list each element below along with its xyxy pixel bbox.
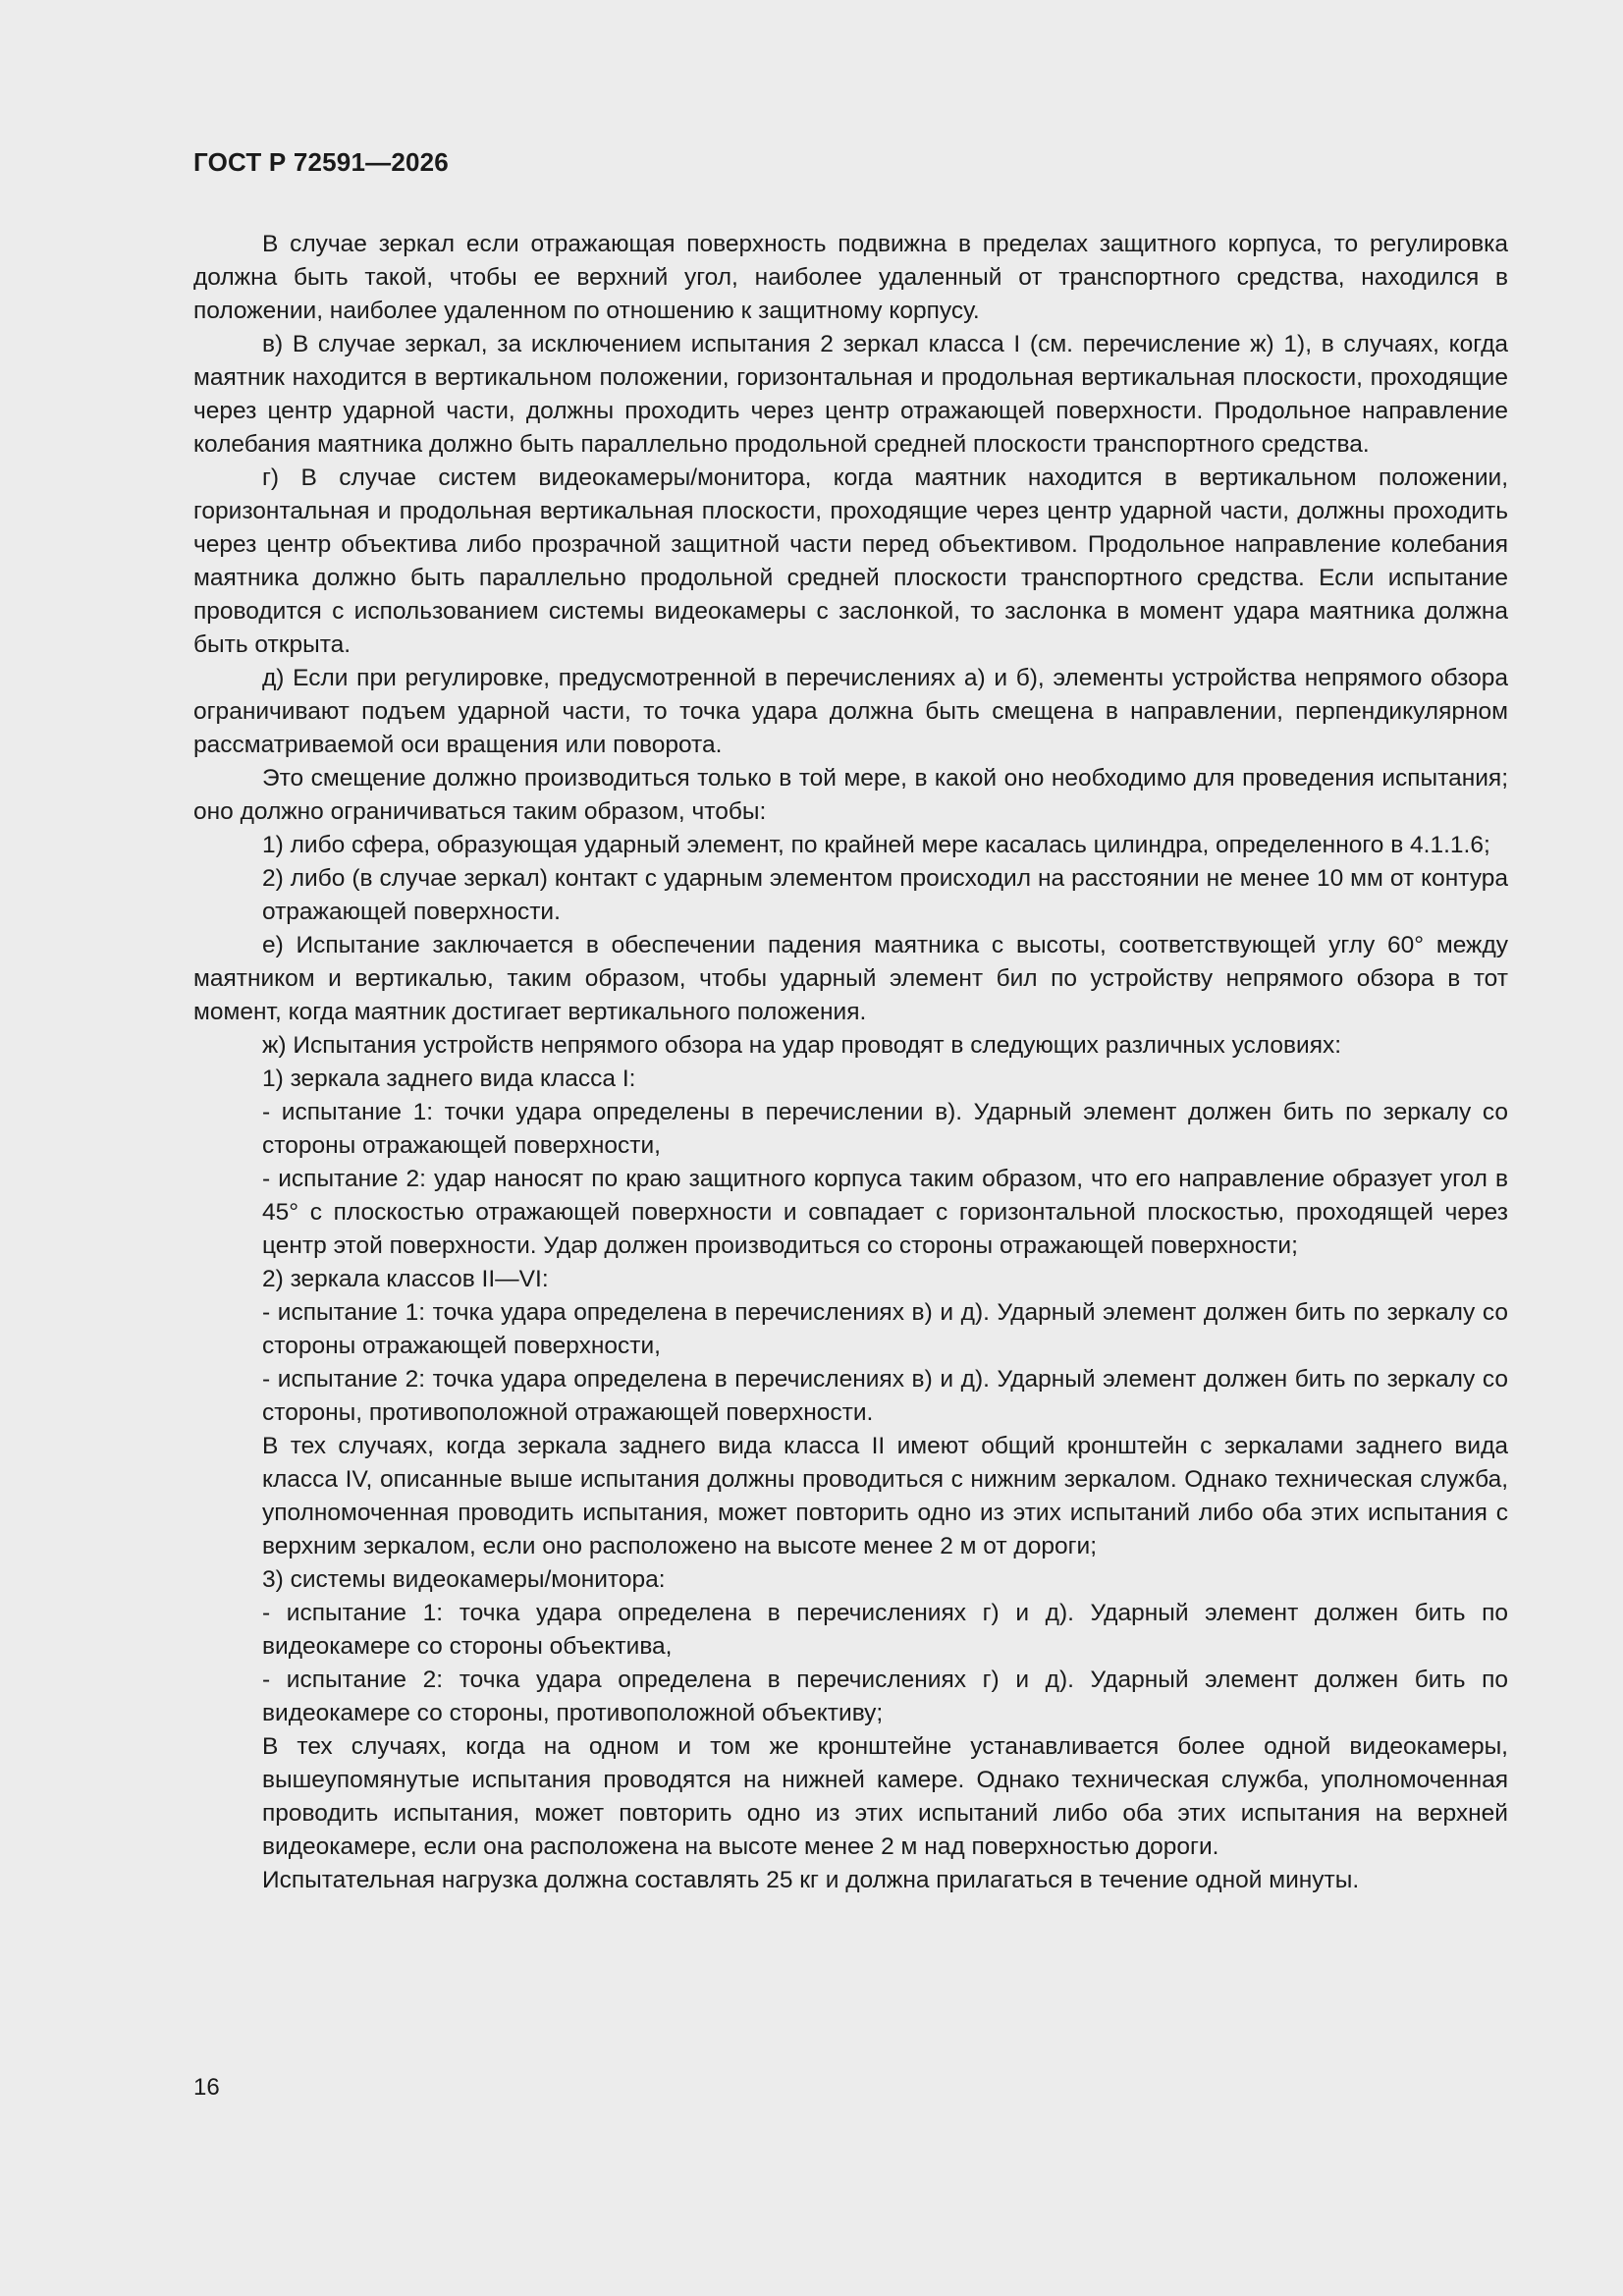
document-body xyxy=(193,228,1508,1897)
list-item: 1) зеркала заднего вида класса I: xyxy=(262,1066,636,1092)
document-header: ГОСТ Р 72591—2026 xyxy=(193,147,449,177)
paragraph: Испытательная нагрузка должна составлять 25 кг и должна прилагаться в течение одной минуты. xyxy=(262,1867,1360,1893)
paragraph-item-d: д) Если при регулировке, предусмотренной в перечислениях а) и б), элементы устройства непрямого обзора ограничивают подъем ударной части, то точка удара должна быть смещена в направлении, перпендикулярном рассматриваемой оси вращения или поворота. xyxy=(193,665,1508,758)
list-item: 2) либо (в случае зеркал) контакт с ударным элементом происходил на расстоянии не менее 10 мм от контура отражающей поверхности. xyxy=(262,865,1508,925)
list-item: - испытание 1: точки удара определены в перечислении в). Ударный элемент должен бить по зеркалу со стороны отражающей поверхности, xyxy=(262,1099,1508,1159)
list-item: - испытание 2: удар наносят по краю защитного корпуса таким образом, что его направление образует угол в 45° с плоскостью отражающей поверхности и совпадает с горизонтальной плоскостью, проходящей через центр этой поверхности. Удар должен производиться со стороны отражающей поверхности; xyxy=(262,1166,1508,1259)
list-item: 2) зеркала классов II—VI: xyxy=(262,1266,549,1292)
list-item: - испытание 2: точка удара определена в перечислениях в) и д). Ударный элемент должен бить по зеркалу со стороны, противоположной отражающей поверхности. xyxy=(262,1366,1508,1426)
paragraph: В тех случаях, когда зеркала заднего вида класса II имеют общий кронштейн с зеркалами заднего вида класса IV, описанные выше испытания должны проводиться с нижним зеркалом. Однако техническая служба, уполномоченная проводить испытания, может повторить одно из этих испытаний либо оба этих испытания с верхним зеркалом, если оно расположено на высоте менее 2 м от дороги; xyxy=(262,1433,1508,1559)
list-item: 1) либо сфера, образующая ударный элемент, по крайней мере касалась цилиндра, определенного в 4.1.1.6; xyxy=(262,832,1490,858)
list-item: - испытание 1: точка удара определена в перечислениях г) и д). Ударный элемент должен бить по видеокамере со стороны объектива, xyxy=(262,1600,1508,1660)
paragraph-item-zh: ж) Испытания устройств непрямого обзора на удар проводят в следующих различных условиях: xyxy=(262,1032,1342,1059)
paragraph: В случае зеркал если отражающая поверхность подвижна в пределах защитного корпуса, то регулировка должна быть такой, чтобы ее верхний угол, наиболее удаленный от транспортного средства, находился в положении, наиболее удаленном по отношению к защитному корпусу. xyxy=(193,231,1508,324)
page-number: 16 xyxy=(193,2074,220,2101)
list-item: - испытание 1: точка удара определена в перечислениях в) и д). Ударный элемент должен бить по зеркалу со стороны отражающей поверхности, xyxy=(262,1299,1508,1359)
paragraph-item-g: г) В случае систем видеокамеры/монитора, когда маятник находится в вертикальном положении, горизонтальная и продольная вертикальная плоскости, проходящие через центр ударной части, должны проходить через центр объектива либо прозрачной защитной части перед объективом. Продольное направление колебания маятника должно быть параллельно продольной средней плоскости транспортного средства. Если испытание проводится с использованием системы видеокамеры с заслонкой, то заслонка в момент удара маятника должна быть открыта. xyxy=(193,465,1508,658)
list-item: - испытание 2: точка удара определена в перечислениях г) и д). Ударный элемент должен бить по видеокамере со стороны, противоположной объективу; xyxy=(262,1667,1508,1726)
list-item: 3) системы видеокамеры/монитора: xyxy=(262,1566,666,1593)
paragraph: В тех случаях, когда на одном и том же кронштейне устанавливается более одной видеокамеры, вышеупомянутые испытания проводятся на нижней камере. Однако техническая служба, уполномоченная проводить испытания, может повторить одно из этих испытаний либо оба этих испытания на верхней видеокамере, если она расположена на высоте менее 2 м над поверхностью дороги. xyxy=(262,1733,1508,1860)
paragraph-item-e: е) Испытание заключается в обеспечении падения маятника с высоты, соответствующей углу 60° между маятником и вертикалью, таким образом, чтобы ударный элемент бил по устройству непрямого обзора в тот момент, когда маятник достигает вертикального положения. xyxy=(193,932,1508,1025)
paragraph-item-v: в) В случае зеркал, за исключением испытания 2 зеркал класса I (см. перечисление ж) 1), в случаях, когда маятник находится в вертикальном положении, горизонтальная и продольная вертикальная плоскости, проходящие через центр ударной части, должны проходить через центр отражающей поверхности. Продольное направление колебания маятника должно быть параллельно продольной средней плоскости транспортного средства. xyxy=(193,331,1508,458)
paragraph: Это смещение должно производиться только в той мере, в какой оно необходимо для проведения испытания; оно должно ограничиваться таким образом, чтобы: xyxy=(193,765,1508,825)
